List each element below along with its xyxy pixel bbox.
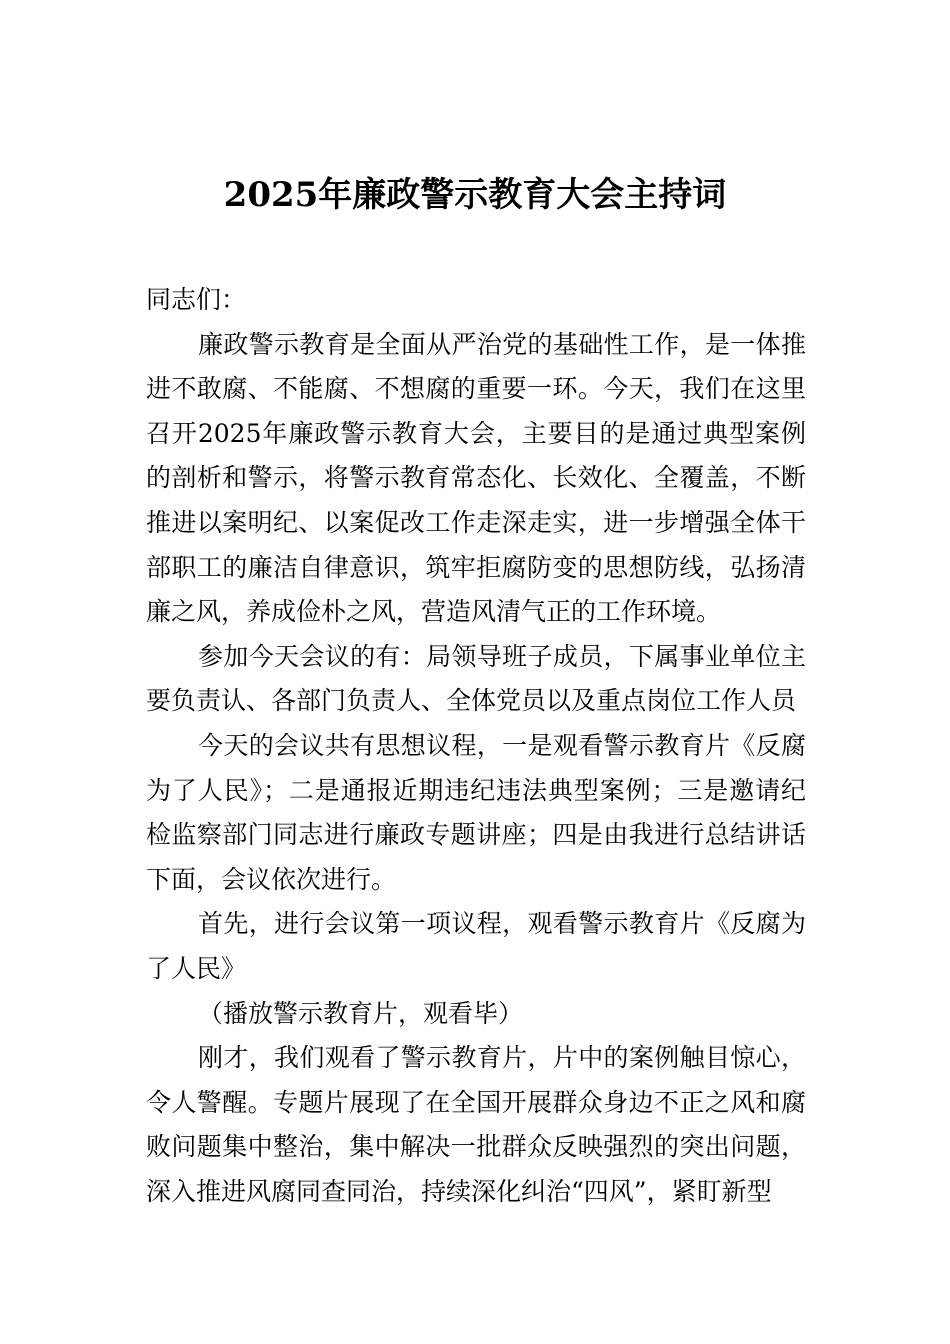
salutation: 同志们： — [146, 285, 247, 314]
document-body — [146, 278, 806, 1214]
paragraph-intro: 廉政警示教育是全面从严治党的基础性工作，是一体推进不敢腐、不能腐、不想腐的重要一环。今天，我们在这里召开2025年廉政警示教育大会，主要目的是通过典型案例的剖析和警示，将警示教育常态化、长效化、全覆盖，不断推进以案明纪、以案促改工作走深走实，进一步增强全体干部职工的廉洁自律意识，筑牢拒腐防变的思想防线，弘扬清廉之风，养成俭朴之风，营造风清气正的工作环境。 — [146, 329, 806, 627]
paragraph-first-item: 首先，进行会议第一项议程，观看警示教育片《反腐为了人民》 — [146, 909, 806, 983]
paragraph-reflection: 刚才，我们观看了警示教育片，片中的案例触目惊心，令人警醒。专题片展现了在全国开展群众身边不正之风和腐败问题集中整治，集中解决一批群众反映强烈的突出问题，深入推进风腐同查同治，持续深化纠治“四风”，紧盯新型 — [146, 1043, 806, 1206]
document-title: 2025年廉政警示教育大会主持词 — [223, 175, 727, 215]
stage-direction: （播放警示教育片，观看毕） — [198, 998, 524, 1028]
paragraph-attendees: 参加今天会议的有：局领导班子成员，下属事业单位主要负责认、各部门负责人、全体党员以及重点岗位工作人员 — [146, 641, 806, 716]
paragraph-agenda: 今天的会议共有思想议程，一是观看警示教育片《反腐为了人民》；二是通报近期违纪违法典型案例；三是邀请纪检监察部门同志进行廉政专题讲座；四是由我进行总结讲话下面，会议依次进行。 — [146, 730, 806, 894]
